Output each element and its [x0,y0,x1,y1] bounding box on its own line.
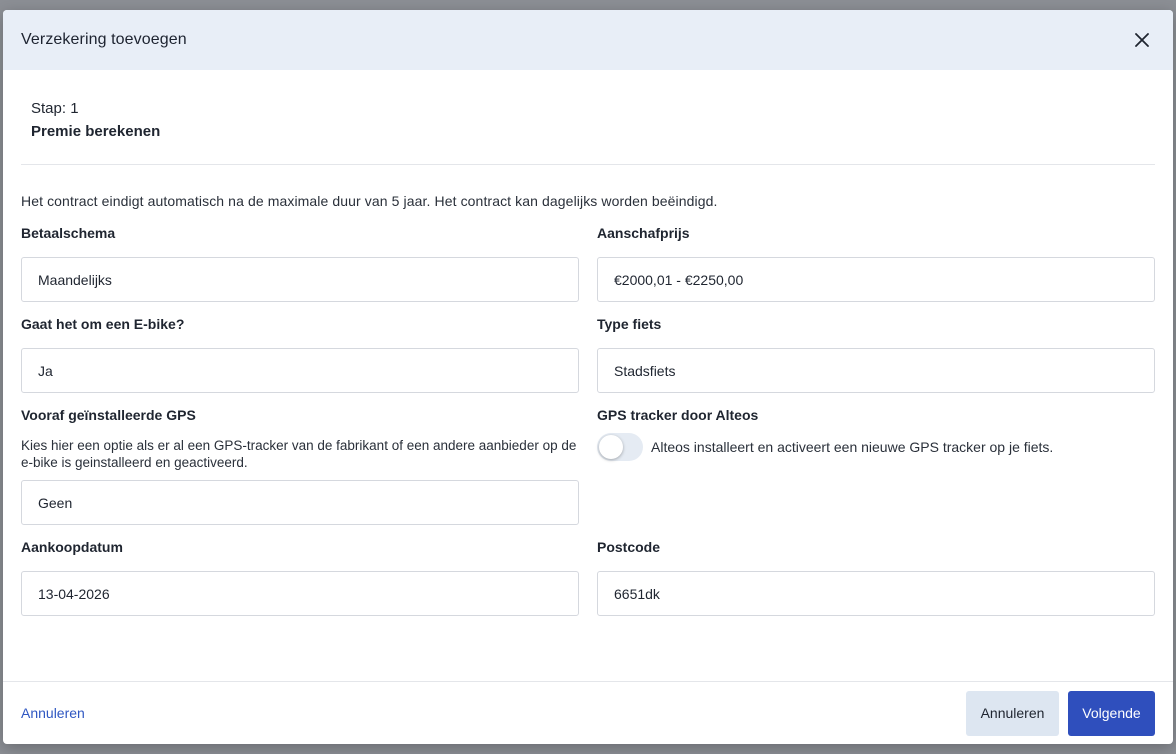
postcode-input[interactable]: 6651dk [597,571,1155,616]
field-preinstalled-gps [21,407,579,525]
next-button[interactable]: Volgende [1068,691,1155,736]
field-purchase-price [597,225,1155,302]
cancel-button[interactable]: Annuleren [966,691,1059,736]
close-button[interactable] [1129,27,1155,53]
gps-tracker-toggle-row [597,433,1155,461]
purchase-date-label: Aankoopdatum [21,539,123,555]
ebike-select[interactable]: Ja [21,348,579,393]
preinstalled-gps-help: Kies hier een optie als er al een GPS-tracker van de fabrikant of een andere aanbieder op de e-bike is geinstalleerd en geactiveerd. [21,438,577,470]
purchase-date-input[interactable]: 13-04-2026 [21,571,579,616]
modal-header [3,10,1173,70]
bike-type-label: Type fiets [597,316,662,332]
footer-actions [966,691,1155,736]
payment-schedule-select[interactable]: Maandelijks [21,257,579,302]
form-body [3,165,1173,630]
payment-schedule-label: Betaalschema [21,225,116,241]
gps-tracker-description: Alteos installeert en activeert een nieuwe GPS tracker op je fiets. [651,439,1054,455]
toggle-knob [599,435,623,459]
purchase-price-select[interactable]: €2000,01 - €2250,00 [597,257,1155,302]
preinstalled-gps-select[interactable]: Geen [21,480,579,525]
form-grid [21,225,1155,630]
field-payment-schedule [21,225,579,302]
postcode-label: Postcode [597,539,661,555]
bike-type-select[interactable]: Stadsfiets [597,348,1155,393]
gps-tracker-toggle[interactable] [597,433,643,461]
field-gps-tracker [597,407,1155,525]
purchase-price-label: Aanschafprijs [597,225,690,241]
modal-footer [3,681,1173,744]
preinstalled-gps-label: Vooraf geïnstalleerde GPS [21,407,196,423]
field-postcode [597,539,1155,616]
field-ebike [21,316,579,393]
ebike-label: Gaat het om een E-bike? [21,316,185,332]
insurance-modal [3,10,1173,744]
contract-info-text: Het contract eindigt automatisch na de maximale duur van 5 jaar. Het contract kan dagelijks worden beëindigd. [21,193,718,209]
field-purchase-date [21,539,579,616]
close-icon [1134,32,1150,48]
modal-title: Verzekering toevoegen [21,31,187,48]
step-title: Premie berekenen [31,123,161,140]
field-bike-type [597,316,1155,393]
step-indicator [3,70,1173,164]
gps-tracker-label: GPS tracker door Alteos [597,407,759,423]
cancel-link[interactable]: Annuleren [21,705,85,721]
step-number: Stap: 1 [31,100,79,117]
